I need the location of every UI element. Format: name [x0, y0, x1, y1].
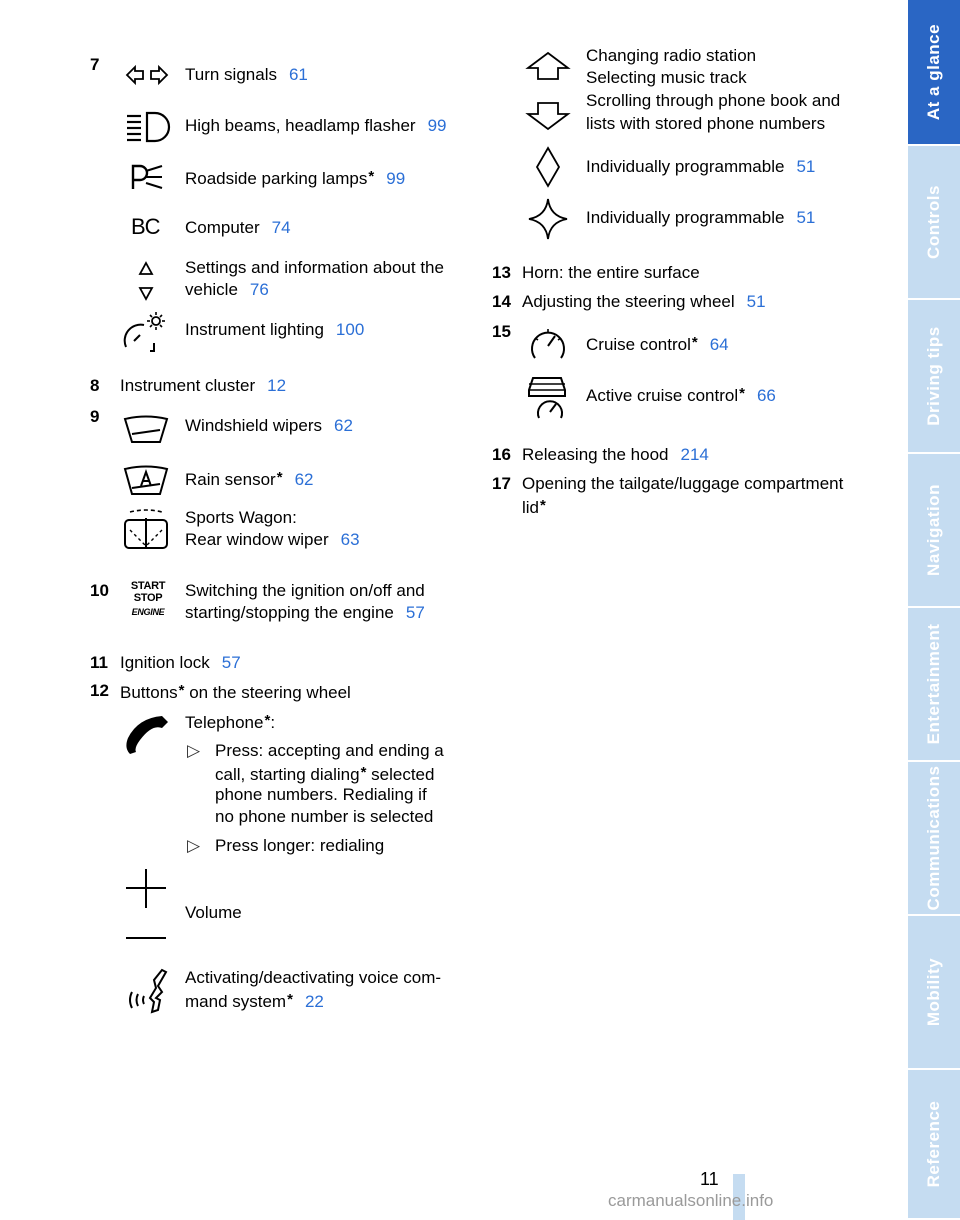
- instrument-lighting-icon: [120, 311, 170, 355]
- instrument-cluster-page-link[interactable]: 12: [267, 376, 287, 395]
- instrument-lighting-page-link[interactable]: 100: [335, 320, 365, 339]
- computer-page-link[interactable]: 74: [271, 218, 291, 237]
- telephone-entry: Telephone*:: [185, 712, 276, 732]
- parking-lamp-icon: [130, 163, 166, 191]
- optional-star: *: [360, 764, 367, 781]
- optional-star: *: [540, 497, 546, 514]
- tailgate-line-1: Opening the tailgate/luggage compartment: [522, 474, 844, 493]
- tab-communications-label: Communications: [924, 765, 943, 911]
- cruise-entry: [586, 332, 729, 356]
- tailgate-label: lid: [522, 498, 540, 517]
- computer-label: Computer: [185, 218, 260, 237]
- tab-reference-label: Reference: [924, 1100, 943, 1188]
- star-shape-icon: [527, 197, 569, 241]
- item-number-9: 9: [90, 407, 100, 426]
- tab-entertainment[interactable]: [908, 608, 960, 762]
- press-line-2-tail: selected: [366, 765, 435, 784]
- wipers-page-link[interactable]: 62: [334, 416, 353, 435]
- start-icon-text: START: [130, 580, 166, 592]
- voice-entry: [185, 989, 324, 1013]
- high-beams-label: High beams, headlamp flasher: [185, 116, 416, 135]
- voice-command-icon: [124, 966, 172, 1016]
- steering-entry: [522, 291, 766, 313]
- press-line-4: no phone number is selected: [215, 807, 434, 826]
- diamond-icon: [535, 146, 561, 188]
- rear-wiper-label: Rear window wiper: [185, 530, 329, 549]
- tab-driving-tips-label: Driving tips: [924, 326, 943, 426]
- instrument-cluster-label: Instrument cluster: [120, 376, 256, 395]
- active-cruise-label: Active cruise control: [586, 386, 739, 405]
- optional-star: *: [368, 168, 375, 185]
- wipers-label: Windshield wipers: [185, 416, 322, 435]
- instrument-cluster-entry: [120, 375, 286, 397]
- telephone-icon: [122, 712, 172, 756]
- cruise-page-link[interactable]: 64: [709, 335, 729, 354]
- radio-line-2: Selecting music track: [586, 68, 747, 87]
- item-number-11: 11: [90, 653, 108, 672]
- turn-signals-label: Turn signals: [185, 65, 277, 84]
- tab-at-a-glance-label: At a glance: [924, 23, 943, 121]
- windshield-wiper-icon: [122, 414, 170, 444]
- steering-label: Adjusting the steering wheel: [522, 292, 735, 311]
- optional-star: *: [287, 991, 293, 1008]
- press-line-3: phone numbers. Redialing if: [215, 785, 427, 804]
- rain-sensor-icon: [122, 464, 170, 496]
- settings-line-1: Settings and information about the: [185, 258, 444, 277]
- volume-plus-minus-icon: [122, 866, 170, 946]
- press-line-2-text: call, starting dialing: [215, 765, 360, 784]
- rain-sensor-page-link[interactable]: 62: [294, 470, 314, 489]
- item-number-15: 15: [492, 322, 511, 341]
- computer-icon: BC: [131, 214, 160, 239]
- item-number-16: 16: [492, 445, 511, 464]
- turn-signals-entry: [185, 64, 308, 86]
- programmable-1-page-link[interactable]: 51: [796, 157, 816, 176]
- tab-entertainment-label: Entertainment: [924, 623, 943, 745]
- tab-driving-tips[interactable]: [908, 300, 960, 454]
- engine-icon-text: ENGINE: [131, 607, 165, 617]
- ignition-line-1: Switching the ignition on/off and: [185, 581, 425, 600]
- watermark: carmanualsonline.info: [608, 1191, 774, 1210]
- ignition-lock-label: Ignition lock: [120, 653, 210, 672]
- tab-controls[interactable]: [908, 146, 960, 300]
- chapter-tabs: [908, 0, 960, 1220]
- arrow-down-icon: [525, 100, 571, 132]
- telephone-label: Telephone: [185, 713, 264, 732]
- ignition-lock-page-link[interactable]: 57: [221, 653, 241, 672]
- programmable-1-entry: [586, 156, 815, 178]
- horn-label: Horn: the entire surface: [522, 263, 700, 282]
- high-beam-icon: [125, 110, 171, 144]
- voice-page-link[interactable]: 22: [304, 992, 324, 1011]
- item-number-14: 14: [492, 292, 511, 311]
- stop-icon-text: STOP: [133, 592, 163, 604]
- rear-wiper-icon: [122, 508, 170, 552]
- item-number-13: 13: [492, 263, 511, 282]
- rear-wiper-page-link[interactable]: 63: [340, 530, 360, 549]
- steering-buttons-entry: [120, 680, 351, 704]
- optional-star: *: [178, 682, 185, 699]
- settings-label: vehicle: [185, 280, 238, 299]
- tab-mobility-label: Mobility: [924, 957, 943, 1027]
- bullet-icon: ▷: [187, 741, 201, 760]
- buttons-label: Buttons: [120, 683, 178, 702]
- active-cruise-control-icon: [525, 368, 571, 420]
- tailgate-line-2: [522, 495, 546, 519]
- high-beams-entry: [185, 115, 447, 137]
- tab-navigation[interactable]: [908, 454, 960, 608]
- tab-at-a-glance[interactable]: [908, 0, 960, 146]
- rear-wiper-entry: [185, 529, 360, 551]
- item-number-10: 10: [90, 581, 109, 600]
- item-number-17: 17: [492, 474, 511, 493]
- voice-line-1: Activating/deactivating voice com-: [185, 968, 442, 987]
- programmable-2-label: Individually programmable: [586, 208, 785, 227]
- optional-star: *: [739, 385, 745, 402]
- hood-entry: [522, 444, 709, 466]
- parking-lamps-label: Roadside parking lamps: [185, 169, 368, 188]
- press-longer-text: Press longer: redialing: [215, 836, 385, 855]
- parking-lamps-entry: [185, 166, 405, 190]
- item-number-12: 12: [90, 681, 109, 700]
- radio-line-1: Changing radio station: [586, 46, 757, 65]
- page-number: 11: [700, 1169, 719, 1189]
- active-cruise-entry: [586, 383, 776, 407]
- radio-line-3: Scrolling through phone book and: [586, 91, 841, 110]
- tab-navigation-label: Navigation: [924, 484, 943, 576]
- computer-entry: [185, 217, 291, 239]
- bullet-icon: ▷: [187, 836, 201, 855]
- high-beams-page-link[interactable]: 99: [427, 116, 447, 135]
- ignition-label: starting/stopping the engine: [185, 603, 394, 622]
- cruise-control-icon: [527, 324, 569, 364]
- rain-sensor-entry: [185, 467, 313, 491]
- instrument-lighting-entry: [185, 319, 364, 341]
- settings-page-link[interactable]: 76: [249, 280, 269, 299]
- ignition-lock-entry: [120, 652, 241, 674]
- press-line-2: [215, 762, 434, 786]
- steering-page-link[interactable]: 51: [746, 292, 766, 311]
- wipers-entry: [185, 415, 353, 437]
- ignition-entry: [185, 602, 425, 624]
- turn-signals-icon: [125, 64, 169, 86]
- programmable-2-entry: [586, 207, 815, 229]
- tab-controls-label: Controls: [924, 185, 943, 259]
- optional-star: *: [691, 334, 698, 351]
- optional-star: *: [276, 469, 283, 486]
- optional-star: *: [264, 712, 271, 729]
- programmable-1-label: Individually programmable: [586, 157, 785, 176]
- tab-communications[interactable]: [908, 762, 960, 916]
- cruise-label: Cruise control: [586, 335, 691, 354]
- tab-reference[interactable]: [908, 1070, 960, 1220]
- rain-sensor-label: Rain sensor: [185, 470, 276, 489]
- radio-line-4: lists with stored phone numbers: [586, 114, 826, 133]
- turn-signals-page-link[interactable]: 61: [288, 65, 308, 84]
- arrow-up-icon: [525, 50, 571, 82]
- voice-label: mand system: [185, 992, 287, 1011]
- programmable-2-page-link[interactable]: 51: [796, 208, 816, 227]
- item-number-8: 8: [90, 376, 100, 395]
- tab-mobility[interactable]: [908, 916, 960, 1070]
- hood-label: Releasing the hood: [522, 445, 669, 464]
- active-cruise-page-link[interactable]: 66: [756, 386, 776, 405]
- up-down-triangle-icon: [137, 260, 155, 302]
- settings-entry: [185, 279, 269, 301]
- start-stop-icon: [128, 580, 168, 618]
- press-line-1: Press: accepting and ending a: [215, 741, 444, 760]
- item-number-7: 7: [90, 55, 100, 74]
- volume-label: Volume: [185, 903, 242, 922]
- hood-page-link[interactable]: 214: [680, 445, 709, 464]
- sports-wagon-label: Sports Wagon:: [185, 508, 297, 527]
- parking-lamps-page-link[interactable]: 99: [386, 169, 406, 188]
- ignition-page-link[interactable]: 57: [405, 603, 425, 622]
- instrument-lighting-label: Instrument lighting: [185, 320, 324, 339]
- buttons-suffix: on the steering wheel: [184, 683, 351, 702]
